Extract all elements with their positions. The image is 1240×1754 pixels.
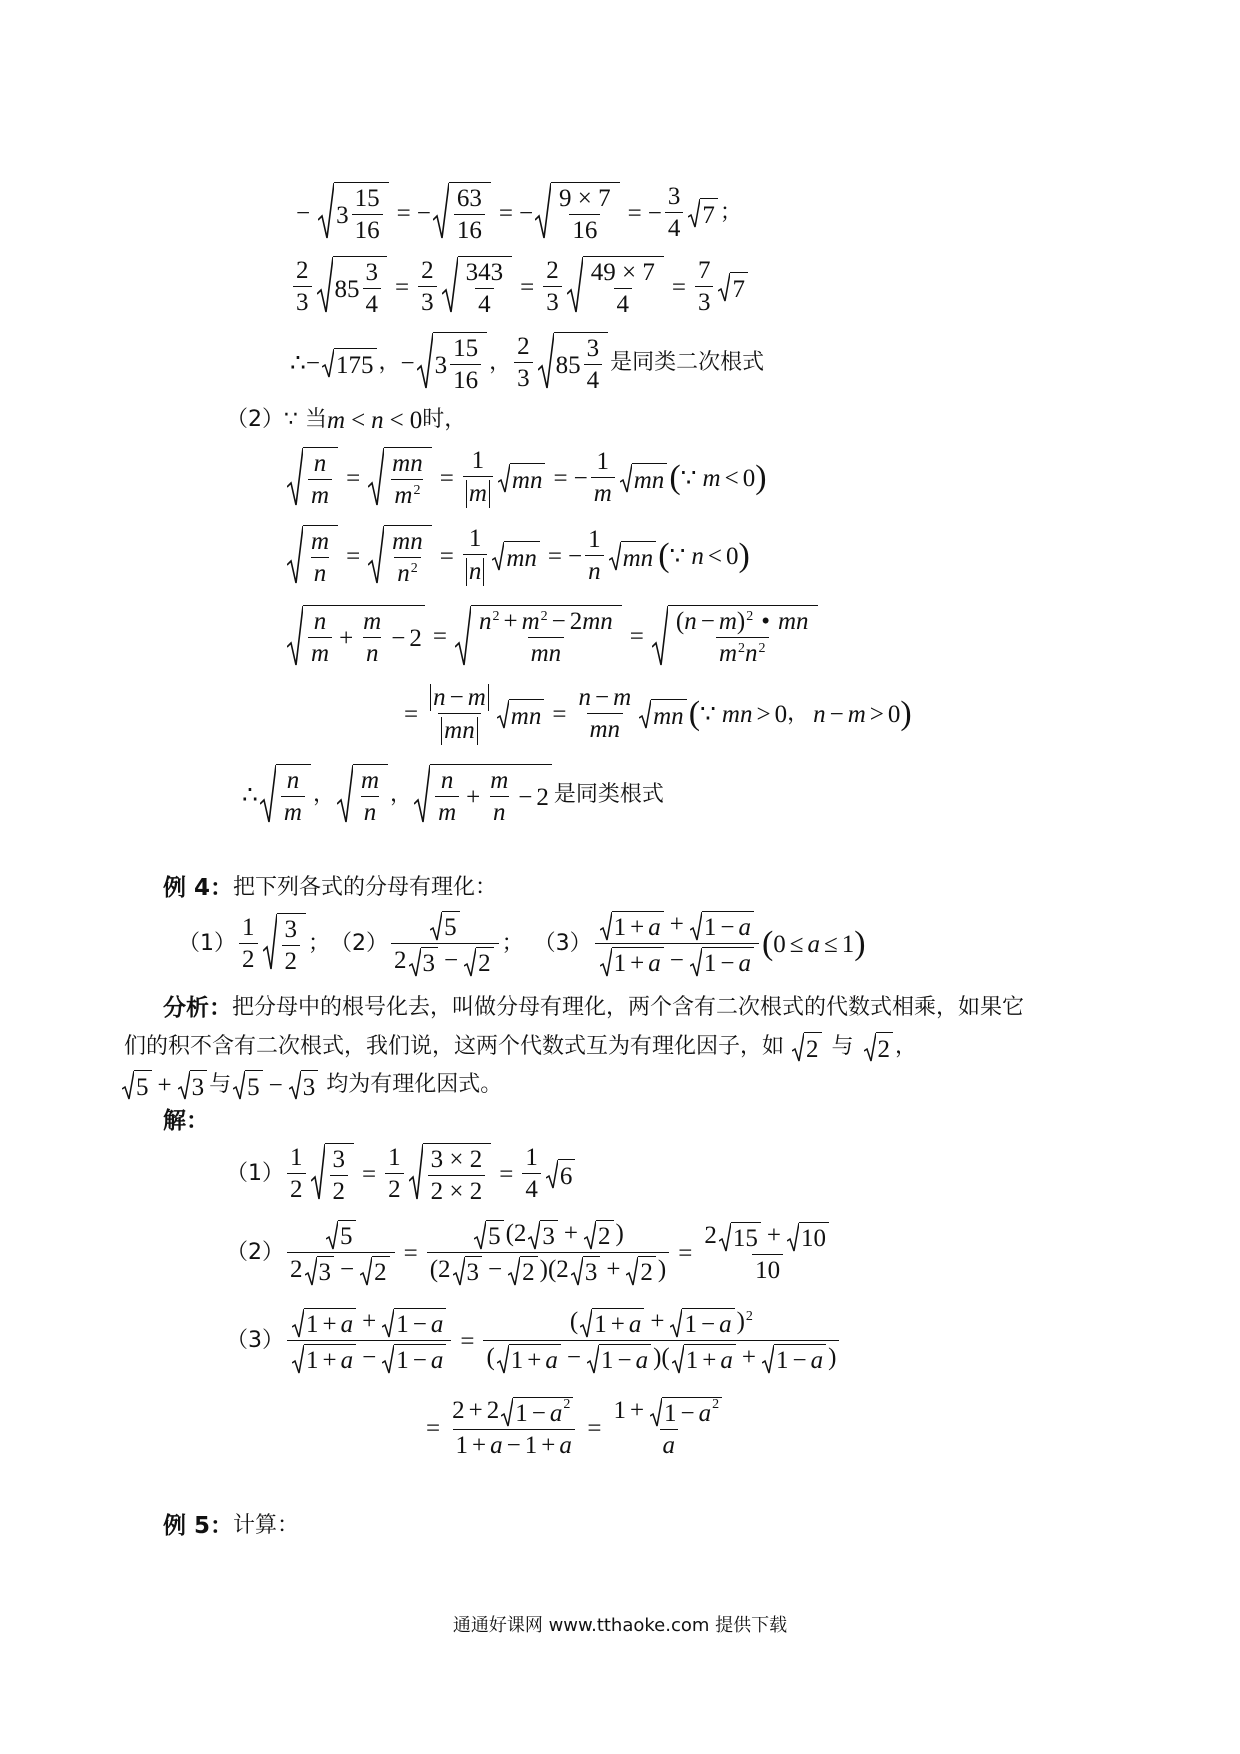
radical: 3 $\frac{15}{16}$ — [318, 182, 389, 245]
equation-row: − 3 $\frac{15}{16}$ = − $\frac{63}{16}$ = − $\frac{9 \times 7}{16}$ = − $\frac{3}{4}$ 7 ； — [296, 182, 742, 244]
solution-label: 解： — [163, 1107, 209, 1134]
example-4-heading: 例 4 ： 把下列各式的分母有理化： — [163, 874, 498, 901]
equation-row: = $\frac{n - m}{mn}$ mn = $\frac{n - m}{mn}$ mn ( ∵ mn > 0 ， n − m > 0 ) — [404, 683, 912, 744]
equation-row: $\frac{m}{n}$ = $\frac{mn}{n^2}$ = $\frac{1}{n}$ mn = − $\frac{1}{n}$ mn ( ∵ n < 0 ) — [285, 524, 750, 588]
solution-row: = 2 + 2 1 − a 2 1 + a − 1 + a = 1 + 1 − a 2 a — [420, 1392, 730, 1464]
page-footer: 通通好课网 www.tthaoke.com 提供下载 — [452, 1615, 788, 1636]
solution-row: （3） 1 + a + 1 − a 1 + a − 1 − a = ( 1 + a + 1 − a )$^2$ ( 1 + a − 1 − a )( 1 + a + 1 − a ) — [226, 1303, 842, 1379]
solution-row: （2） 5 2 3 − 2 = 5 (2 3 + 2 ) (2 3 − 2 )(2 3 + 2 ) = 2 15 + 10 10 — [226, 1218, 837, 1288]
part2-condition: （2） ∵ 当 m < n < 0 时， — [226, 406, 467, 434]
equation-row: $\frac{n}{m}$ = $\frac{mn}{m^2}$ = $\frac{1}{m}$ mn = − $\frac{1}{m}$ mn ( ∵ m < 0 ) — [285, 446, 767, 510]
equation-row: $\frac{2}{3}$ 85 $\frac{3}{4}$ = $\frac{2}{3}$ $\frac{343}{4}$ = $\frac{2}{3}$ $\frac{49 \times 7}{4}$ = $\frac{7}{3}$ 7 — [290, 257, 750, 317]
equation-row: $\frac{n}{m}$ + $\frac{m}{n}$ − 2 = $\frac{n^2 + m^2 - 2mn}{mn}$ = $\frac{(n - m)^2 • mn}{m^2n^2}$ — [285, 603, 820, 669]
conclusion-row: ∴ − 175 ， − 3 $\frac{15}{16}$ ， $\frac{2}{3}$ 85 $\frac{3}{4}$ 是同类二次根式 — [290, 332, 765, 394]
analysis-line-1: 分析： 把分母中的根号化去，叫做分母有理化，两个含有二次根式的代数式相乘，如果它 — [163, 994, 1025, 1021]
solution-row: （1） $\frac{1}{2}$ $\frac{3}{2}$ = $\frac{1}{2}$ $\frac{3 \times 2}{2 \times 2}$ = $\frac{1}{4}$ 6 — [226, 1143, 577, 1205]
analysis-line-2: 们的积不含有二次根式，我们说，这两个代数式互为有理化因子，如 2 与 2 ， — [124, 1034, 918, 1063]
example-4-items: （1） $\frac{1}{2}$ $\frac{3}{2}$ ； （2） 5 2 3 − 2 ； （3） 1 + a + 1 − a 1 + a − 1 − a ( 0 ≤ a ≤ 1 ) — [178, 910, 866, 977]
example-5-heading: 例 5 ： 计算： — [163, 1512, 300, 1539]
conclusion-row: ∴ $\frac{n}{m}$ ， $\frac{m}{n}$ ， $\frac{n}{m}$ + $\frac{m}{n}$ − 2 是同类根式 — [242, 762, 664, 828]
analysis-line-3: 5 + 3 与 5 − 3 均为有理化因式。 — [120, 1068, 502, 1102]
